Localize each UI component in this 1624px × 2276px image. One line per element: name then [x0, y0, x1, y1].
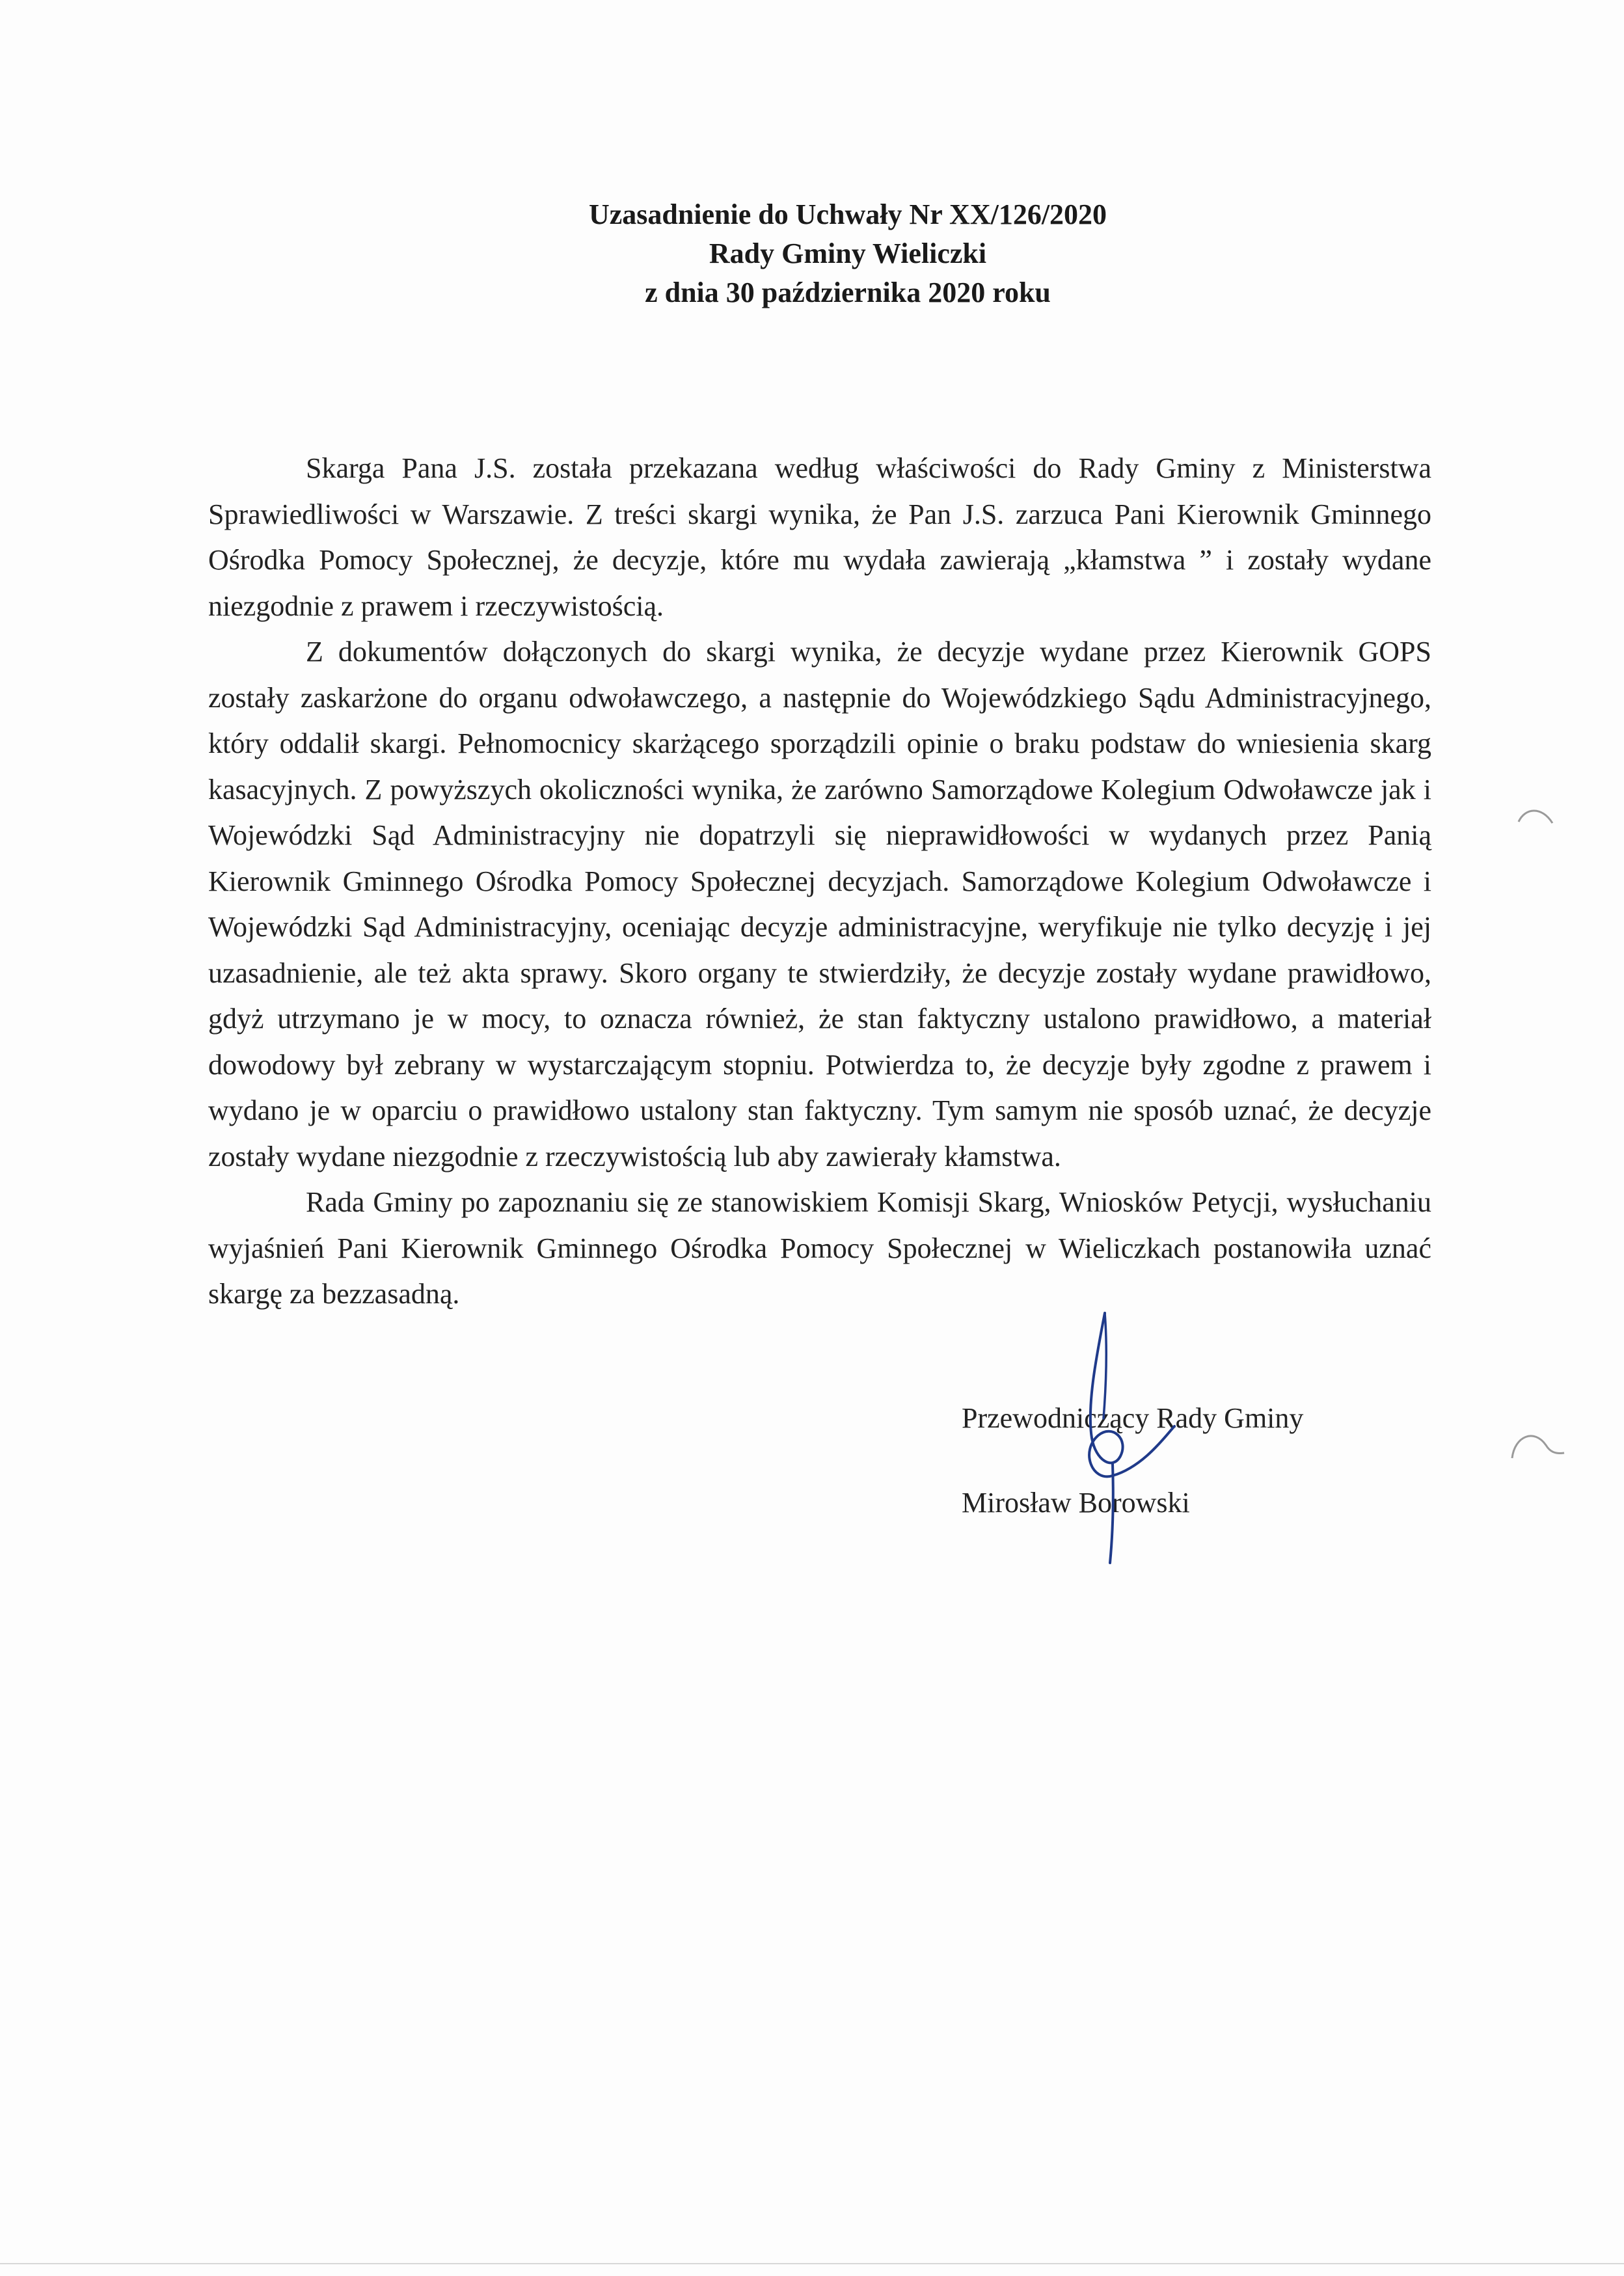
header-date: z dnia 30 października 2020 roku [645, 277, 1051, 308]
punch-hole-mark [1508, 1422, 1567, 1467]
paragraph-analysis: Z dokumentów dołączonych do skargi wynika, że decyzje wydane przez Kierownik GOPS zostały zaskarżone do organu odwoławczego, a następnie do Wojewódzkiego Sądu Administracyjnego, który oddalił skargi. Pełnomocnicy skarżącego sporządzili opinie o braku podstaw do wniesienia skarg kasacyjnych. Z powyższych okoliczności wynika, że zarówno Samorządowe Kolegium Odwoławcze jak i Wojewódzki Sąd Administracyjny nie dopatrzyli się nieprawidłowości w wydanych przez Panią Kierownik Gminnego Ośrodka Pomocy Społecznej decyzjach. Samorządowe Kolegium Odwoławcze i Wojewódzki Sąd Administracyjny, oceniając decyzje administracyjne, weryfikuje nie tylko decyzję i jej uzasadnienie, ale też akta sprawy. Skoro organy te stwierdziły, że decyzje zostały wydane prawidłowo, gdyż utrzymano je w mocy, to oznacza również, że stan faktyczny ustalono prawidłowo, a materiał dowodowy był zebrany w wystarczającym stopniu. Potwierdza to, że decyzje były zgodne z prawem i wydano je w oparciu o prawidłowo ustalony stan faktyczny. Tym samym nie sposób uznać, że decyzje zostały wydane niezgodnie z rzeczywistością lub aby zawierały kłamstwa. [208, 636, 1431, 1172]
signature-name: Mirosław Borowski [962, 1487, 1190, 1519]
document-body [208, 446, 1431, 1318]
scan-bottom-edge [0, 2263, 1624, 2264]
paragraph-complaint: Skarga Pana J.S. została przekazana według właściwości do Rady Gminy z Ministerstwa Sprawiedliwości w Warszawie. Z treści skargi wynika, że Pan J.S. zarzuca Pani Kierownik Gminnego Ośrodka Pomocy Społecznej, że decyzje, które mu wydała zawierają „kłamstwa ” i zostały wydane niezgodnie z prawem i rzeczywistością. [208, 452, 1431, 622]
handwritten-signature [1015, 1308, 1230, 1568]
signature-title: Przewodniczący Rady Gminy [962, 1402, 1304, 1434]
paragraph-decision: Rada Gminy po zapoznaniu się ze stanowiskiem Komisji Skarg, Wniosków Petycji, wysłuchaniu wyjaśnień Pani Kierownik Gminnego Ośrodka Pomocy Społecznej w Wieliczkach postanowiła uznać skargę za bezzasadną. [208, 1186, 1431, 1310]
header-council-name: Rady Gminy Wieliczki [709, 237, 987, 269]
header-resolution-title: Uzasadnienie do Uchwały Nr XX/126/2020 [588, 198, 1107, 230]
document-header [0, 195, 1624, 312]
punch-hole-mark [1516, 804, 1555, 830]
